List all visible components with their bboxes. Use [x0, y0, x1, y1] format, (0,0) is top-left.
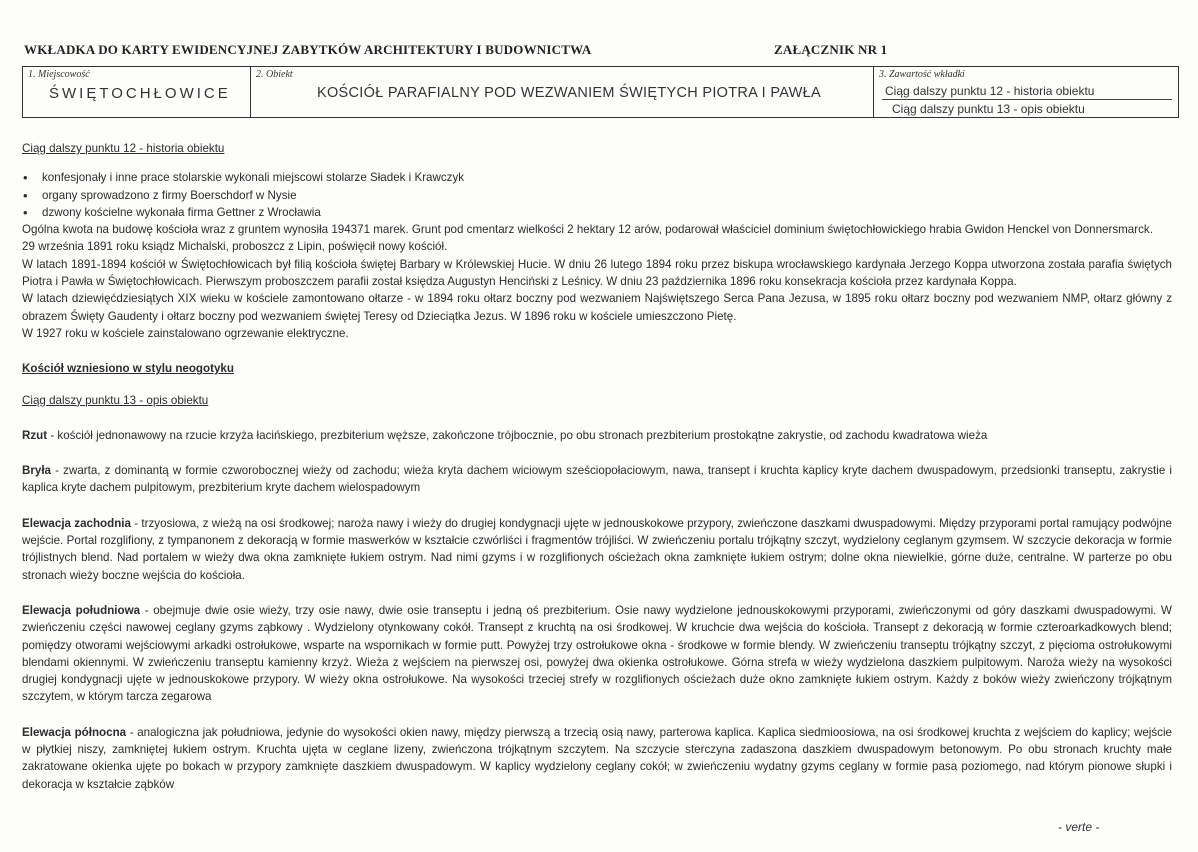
object-label: 2. Obiekt [256, 69, 293, 80]
locality-value: ŚWIĘTOCHŁOWICE [49, 85, 231, 102]
description-item-north-facade [22, 724, 1172, 793]
description-item-west-facade [22, 515, 1172, 584]
form-header-table [22, 66, 1179, 118]
description-text: - trzyosiowa, z wieżą na osi środkowej; naroża nawy i wieży do drugiej kondygnacji ujęte w jednouskokowe przypory, zwieńczone daszkami dwuspadowymi. Między przyporami portal ramujący podwójne wejście. Portal rozglifiony, z tympanonem z dekoracją w formie maswerków w kształcie czwórliści i fragmentów trójliści. W zwieńczeniu portalu trójkątny szczyt, wydzielony ceglanym gzymsem. W szczycie dekoracja w formie trójlistnych blend. Nad portalem w wieży dwa okna zamknięte łukiem ostrym. Nad nimi gzyms i w rozglifionych ościeżach okna zamknięte łukiem ostrym; dolne okna niewielkie, górne duże, centralne. W parterze po obu stronach wieży boczne wejścia do kościoła. [22, 516, 1172, 582]
object-cell [251, 67, 874, 117]
history-paragraph: W latach 1891-1894 kościół w Świętochłowicach był filią kościoła świętej Barbary w Królewskiej Hucie. W dniu 26 lutego 1894 roku przez biskupa wrocławskiego kardynała Jerzego Koppa utworzona została parafia świętych Piotra i Pawła w Świętochłowicach. Pierwszym proboszczem parafii został księdza Augustyn Henciński z Leśnicy. W dniu 23 października 1896 roku konsekracja kościoła przez kardynała Koppa. [22, 257, 1172, 289]
locality-label: 1. Miejscowość [28, 69, 90, 80]
list-item: • dzwony kościelne wykonała firma Gettner z Wrocławia [22, 204, 1172, 221]
description-text: - kościół jednonawowy na rzucie krzyża łacińskiego, prezbiterium węższe, zakończone trójbocznie, po obu stronach prezbiterium prostokątne zakrystie, od zachodu kwadratowa wieża [47, 428, 988, 442]
document-title: WKŁADKA DO KARTY EWIDENCYJNEJ ZABYTKÓW ARCHITEKTURY I BUDOWNICTWA [24, 42, 592, 57]
term: Bryła [22, 464, 52, 478]
list-item: • organy sprowadzono z firmy Boerschdorf w Nysie [22, 187, 1172, 204]
contents-label: 3. Zawartość wkładki [879, 69, 965, 80]
term: Rzut [22, 428, 48, 442]
attachment-number: ZAŁĄCZNIK NR 1 [774, 42, 888, 57]
document-body [22, 140, 1172, 793]
style-note: Kościół wzniesiono w stylu neogotyku [22, 362, 234, 376]
document-header [24, 42, 1174, 58]
history-paragraph: W 1927 roku w kościele zainstalowano ogrzewanie elektryczne. [22, 326, 349, 340]
section12-heading: Ciąg dalszy punktu 12 - historia obiektu [22, 142, 225, 155]
description-item-rzut [22, 427, 1172, 444]
verte-note: - verte - [1058, 820, 1100, 834]
term: Elewacja północna [22, 725, 127, 739]
object-value: KOŚCIÓŁ PARAFIALNY POD WEZWANIEM ŚWIĘTYCH PIOTRA I PAWŁA [317, 85, 821, 101]
list-item: • konfesjonały i inne prace stolarskie wykonali miejscowi stolarze Sładek i Krawczyk [22, 169, 1172, 186]
history-paragraph: Ogólna kwota na budowę kościoła wraz z gruntem wynosiła 194371 marek. Grunt pod cmentarz wielkości 2 hektary 12 arów, podarował właściciel dominium świętochłowickiego hrabia Gwidon Henckel von Donnersmarck. [22, 223, 1153, 237]
contents-divider [882, 99, 1172, 100]
description-text: - obejmuje dwie osie wieży, trzy osie nawy, dwie osie transeptu i jedną oś prezbiterium. Osie nawy wydzielone jednouskokowymi przyporami, zwieńczonymi od góry daszkami dwuspadowymi. W zwieńczeniu części nawowej ceglany gzyms ząbkowy . Wydzielony otynkowany cokół. Transept z kruchtą na osi środkowej. W kruchcie dwa wejścia do kościoła. Transept z dekoracją w formie czteroarkadkowych blend; pomiędzy otworami wejściowymi arkadki ostrołukowe, wsparte na wspornikach w formie putt. Powyżej trzy ostrołukowe okna - środkowe w formie blendy. W zwieńczeniu transeptu trójkątny szczyt, z pięcioma ostrołukowymi blendami okiennymi. W zwieńczeniu transeptu kamienny krzyż. Wieża z wejściem na pierwszej osi, powyżej dwa okienka ostrołukowe. Górna strefa w wieży wydzielona daszkiem pulpitowym. Naroża wieży na wysokości drugiej kondygnacji ujęte w jednouskokowe przypory. W wieży okna ostrołukowe. Na wysokości trzeciej strefy w rozglifionych ościeżach duże okno zamknięte łukiem ostrym. Każdy z boków wieży zwieńczony trójkątnym szczytem, w którym tarcza zegarowa [22, 603, 1172, 704]
description-item-south-facade [22, 602, 1172, 706]
description-text: - analogiczna jak południowa, jedynie do wysokości okien nawy, między pierwszą a trzecią osią nawy, parterowa kaplica. Kaplica siedmioosiowa, na osi środkowej kruchta z wejściem do kaplicy; wejście w płytkiej niszy, zamkniętej łukiem ostrym. Kruchta ujęta w ceglane lizeny, zwieńczona trójkątnym szczytem. Na szczycie sterczyna zadaszona daszkiem dwuspadowym betonowym. Po obu stronach kruchty małe zakratowane okienka ujęte po bokach w przypory zamknięte daszkiem dwuspadowym. W kaplicy wydzielony ceglany cokół; w zwieńczeniu wydatny gzyms ceglany w formie pasa poziomego, nad którym pionowe słupki i dekoracja w kształcie ząbków [22, 725, 1172, 791]
term: Elewacja zachodnia [22, 516, 131, 530]
history-paragraph: W latach dziewięćdziesiątych XIX wieku w kościele zamontowano ołtarze - w 1894 roku ołtarz boczny pod wezwaniem Najświętszego Serca Pana Jezusa, w 1895 roku ołtarz boczny pod wezwaniem NMP, ołtarz główny z obrazem Święty Gaudenty i ołtarz boczny pod wezwaniem świętej Teresy od Dzieciątka Jezus. W 1896 roku w kościele umieszczono Pietę. [22, 292, 1172, 323]
furnishings-list [22, 169, 1172, 221]
locality-cell [23, 67, 251, 117]
term: Elewacja południowa [22, 603, 141, 617]
contents-line-2: Ciąg dalszy punktu 13 - opis obiektu [892, 102, 1085, 116]
contents-line-1: Ciąg dalszy punktu 12 - historia obiektu [885, 84, 1095, 98]
history-paragraph: 29 września 1891 roku ksiądz Michalski, proboszcz z Lipin, poświęcił nowy kościół. [22, 240, 448, 254]
contents-cell [874, 67, 1178, 117]
section13-heading: Ciąg dalszy punktu 13 - opis obiektu [22, 393, 209, 407]
description-item-bryla [22, 462, 1172, 497]
description-text: - zwarta, z dominantą w formie czworobocznej wieży od zachodu; wieża kryta dachem wiciowym sześciopołaciowym, nawa, transept i kruchta kaplicy kryte dachem dwuspadowym, przedsionki transeptu, zakrystie i kaplica kryte dachem pulpitowym, prezbiterium kryte dachem wielospadowym [22, 464, 1172, 495]
